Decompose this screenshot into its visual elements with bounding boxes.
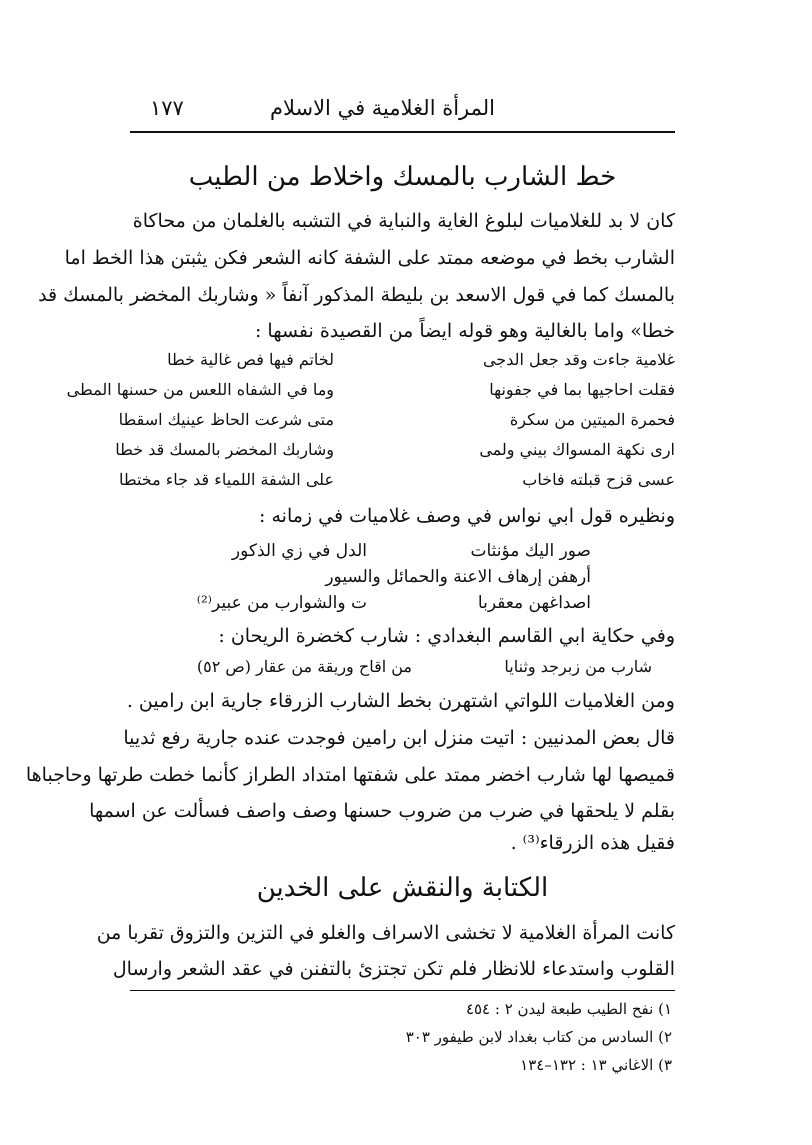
verse-first-hemistich: عسى قزح قبلته فاخاب — [522, 470, 675, 489]
verse-first-hemistich: شارب من زبرجد وثنايا — [504, 657, 652, 676]
page-number: ١٧٧ — [150, 96, 184, 120]
footnote: ٢) السادس من كتاب بغداد لابن طيفور ٣٠٣ — [405, 1028, 672, 1046]
section-title-cheek-writing: الكتابة والنقش على الخدين — [256, 873, 549, 903]
body-line: قال بعض المدنيين : اتيت منزل ابن رامين فوجدت عنده جارية رفع ثدييا — [123, 727, 675, 749]
verse-second-hemistich: من اقاح وريقة من عقار (ص ٥٢) — [196, 657, 412, 676]
verse-full: أرهفن إرهاف الاعنة والحمائل والسيور — [325, 567, 591, 587]
body-line: قميصها لها شارب اخضر ممتد على شفتها امتداد الطراز كأنما خطت طرتها وحاجباها — [25, 764, 675, 786]
abu-nuwas-intro: ونظيره قول ابي نواس في وصف غلاميات في زمانه : — [259, 505, 675, 527]
verse-second-hemistich: وشاربك المخضر بالمسك قد خطا — [115, 440, 334, 459]
verse-second-hemistich: وما في الشفاه اللعس من حسنها المطى — [66, 380, 334, 399]
baghdadi-line: وفي حكاية ابي القاسم البغدادي : شارب كخضرة الريحان : — [218, 625, 675, 647]
verse-first-hemistich: غلامية جاءت وقد جعل الدجى — [482, 350, 675, 369]
body-line: بقلم لا يلحقها في ضرب من ضروب حسنها وصف واصف فسألت عن اسمها — [89, 800, 675, 822]
body-line: الشارب بخط في موضعه ممتد على الشفة كانه الشعر فكن يثبتن هذا الخط اما — [64, 247, 675, 269]
verse-first-hemistich: فقلت احاجيها بما في جفونها — [489, 380, 675, 399]
verse-first-hemistich: ارى نكهة المسواك بيني ولمى — [479, 440, 675, 459]
verse-second-hemistich: لخاتم فيها فص غالية خطا — [167, 350, 334, 369]
verse-second-hemistich: متى شرعت الحاظ عينيك اسقطا — [118, 410, 334, 429]
verse-first-hemistich: اصداغهن معقربا — [477, 593, 591, 613]
section-title-mustache-musk: خط الشارب بالمسك واخلاط من الطيب — [188, 162, 617, 192]
verse-first-hemistich: صور اليك مؤنثات — [470, 541, 591, 561]
body-line: بالمسك كما في قول الاسعد بن بليطة المذكور آنفاً « وشاربك المخضر بالمسك قد — [38, 284, 675, 306]
verse-first-hemistich: فحمرة الميتين من سكرة — [509, 410, 675, 429]
verse-second-hemistich: ت والشوارب من عبير⁽²⁾ — [196, 593, 367, 613]
header-rule — [130, 131, 675, 133]
body-line: كان لا بد للغلاميات لبلوغ الغاية والنباية في التشبه بالغلمان من محاكاة — [132, 210, 675, 232]
body-line: ومن الغلاميات اللواتي اشتهرن بخط الشارب الزرقاء جارية ابن رامين . — [126, 690, 675, 712]
body-line: القلوب واستدعاء للانظار فلم تكن تجتزئ بالتفنن في عقد الشعر وارسال — [112, 958, 675, 980]
running-header-title: المرأة الغلامية في الاسلام — [269, 96, 495, 120]
footnote-rule — [130, 990, 675, 991]
verse-second-hemistich: الدل في زي الذكور — [231, 541, 367, 561]
footnote: ١) نفح الطيب طبعة ليدن ٢ : ٤٥٤ — [465, 1000, 672, 1018]
body-line: كانت المرأة الغلامية لا تخشى الاسراف والغلو في التزين والتزوق تقربا من — [96, 922, 675, 944]
verse-second-hemistich: على الشفة اللمياء قد جاء مختطا — [118, 470, 334, 489]
footnote: ٣) الاغاني ١٣ : ١٣٢–١٣٤ — [520, 1056, 672, 1074]
body-line: خطا» واما بالغالية وهو قوله ايضاً من القصيدة نفسها : — [254, 320, 675, 342]
body-line: فقيل هذه الزرقاء⁽³⁾ . — [510, 832, 675, 854]
